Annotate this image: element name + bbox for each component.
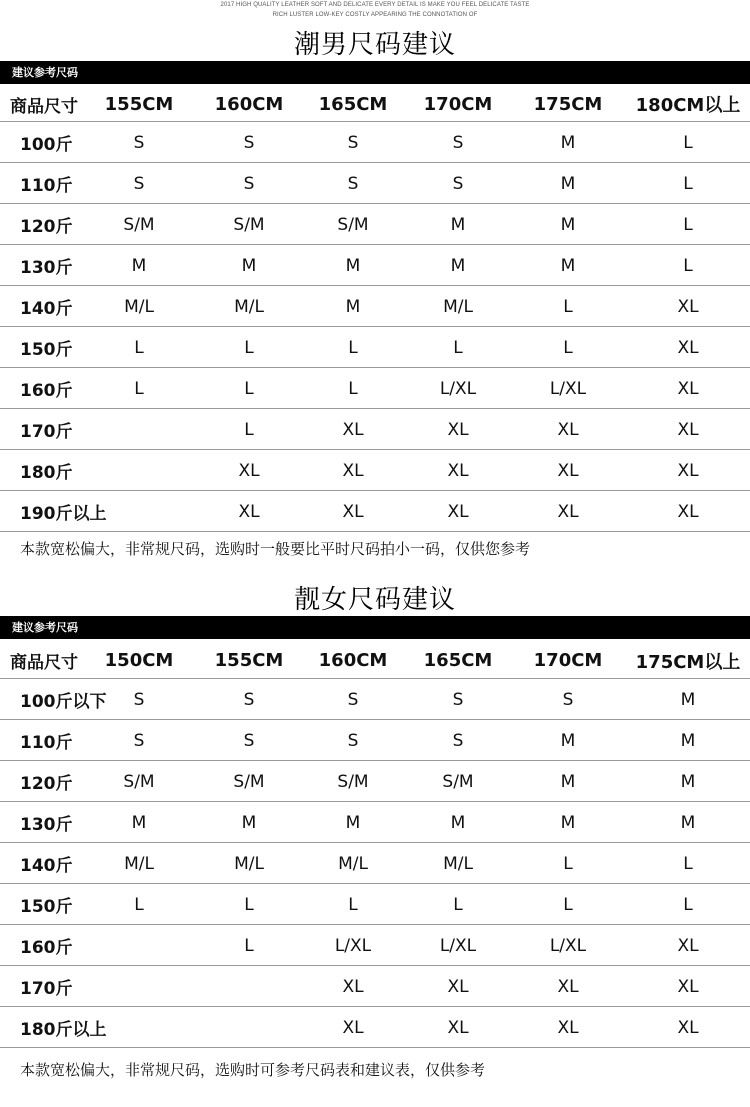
size-cell: XL [557, 1017, 579, 1038]
size-cell: M/L [443, 853, 473, 874]
column-header: 180CM以上 [635, 95, 741, 116]
size-cell: L [244, 337, 254, 358]
size-cell: XL [677, 1017, 699, 1038]
size-cell: S [452, 173, 464, 194]
size-cell [87, 491, 191, 532]
size-cell: L/XL [439, 935, 477, 956]
size-cell: L [453, 337, 463, 358]
size-cell: M/L [124, 296, 154, 317]
weight-label: 140斤 [20, 299, 73, 319]
table-row [0, 843, 750, 884]
size-cell: XL [677, 460, 699, 481]
size-cell: L [134, 894, 144, 915]
size-cell: M/L [338, 853, 368, 874]
column-header: 175CM [533, 93, 603, 115]
size-cell: L [683, 132, 693, 153]
size-cell: S [562, 689, 574, 710]
weight-label: 180斤以上 [20, 1020, 107, 1040]
weight-label: 130斤 [20, 258, 73, 278]
size-cell: M [131, 812, 147, 833]
men-title: 潮男尺码建议 [293, 30, 456, 60]
size-cell: M/L [124, 853, 154, 874]
size-cell: L [683, 255, 693, 276]
size-cell: M [450, 255, 466, 276]
size-cell: S/M [337, 214, 369, 235]
size-cell: M [560, 173, 576, 194]
size-cell: XL [677, 378, 699, 399]
size-cell: S [243, 689, 255, 710]
size-cell: M [560, 132, 576, 153]
weight-label: 140斤 [20, 856, 73, 876]
size-cell: M/L [234, 853, 264, 874]
size-cell: XL [677, 935, 699, 956]
size-cell: M [560, 255, 576, 276]
weight-label: 150斤 [20, 340, 73, 360]
table-header-row [0, 642, 750, 679]
table-row [0, 966, 750, 1007]
size-cell: XL [677, 337, 699, 358]
size-cell: L [348, 337, 358, 358]
weight-label: 120斤 [20, 774, 73, 794]
size-cell: XL [342, 1017, 364, 1038]
size-cell: M [241, 255, 257, 276]
table-row [0, 286, 750, 327]
size-cell: S [347, 689, 359, 710]
size-cell: S [133, 730, 145, 751]
size-cell: L [563, 337, 573, 358]
column-header: 165CM [318, 93, 388, 115]
size-cell: M [560, 771, 576, 792]
size-cell [87, 1007, 191, 1048]
size-cell [87, 966, 191, 1007]
header-label: 商品尺寸 [10, 96, 78, 117]
size-cell: L [683, 853, 693, 874]
size-cell: S [452, 689, 464, 710]
table-row [0, 368, 750, 409]
size-cell: S [243, 173, 255, 194]
column-header: 175CM以上 [635, 651, 741, 673]
size-cell: XL [447, 419, 469, 440]
size-cell: L [563, 853, 573, 874]
size-cell: S [347, 173, 359, 194]
size-cell: L [683, 214, 693, 235]
size-cell: S/M [123, 771, 155, 792]
size-cell [87, 409, 191, 450]
column-header: 155CM [104, 93, 174, 115]
women-title: 靓女尺码建议 [293, 585, 456, 615]
weight-label: 170斤 [20, 979, 73, 999]
size-cell: L [563, 296, 573, 317]
size-cell: L [134, 378, 144, 399]
size-cell: M [680, 730, 696, 751]
size-cell: S/M [233, 214, 265, 235]
size-cell: S/M [337, 771, 369, 792]
weight-label: 100斤以下 [20, 692, 107, 712]
table-row [0, 884, 750, 925]
size-cell: L/XL [439, 378, 477, 399]
women-bar: 建议参考尺码 [0, 616, 750, 639]
women-note: 本款宽松偏大，非常规尺码，选购时可参考尺码表和建议表，仅供参考 [20, 1061, 486, 1079]
table-header-row [0, 86, 750, 122]
size-cell: M [345, 296, 361, 317]
size-cell: L [453, 894, 463, 915]
size-cell: XL [677, 501, 699, 522]
table-row [0, 925, 750, 966]
size-cell: XL [447, 976, 469, 997]
size-cell: L [244, 935, 254, 956]
header-tagline-1: 2017 HIGH QUALITY LEATHER SOFT AND DELICATE EVERY DETAIL IS MAKE YOU FEEL DELICATE TASTE [220, 2, 530, 8]
size-cell: M [345, 812, 361, 833]
size-cell: XL [342, 501, 364, 522]
size-cell: S [347, 132, 359, 153]
column-header: 160CM [214, 93, 284, 115]
table-row [0, 720, 750, 761]
size-cell: L/XL [549, 378, 587, 399]
column-header: 160CM [318, 650, 388, 671]
table-row [0, 679, 750, 720]
size-cell: XL [342, 460, 364, 481]
size-cell: M [241, 812, 257, 833]
header-label: 商品尺寸 [10, 653, 78, 673]
size-cell: L [348, 894, 358, 915]
table-row [0, 204, 750, 245]
size-cell [87, 925, 191, 966]
size-cell: S [243, 730, 255, 751]
size-cell [87, 450, 191, 491]
size-cell: S [133, 173, 145, 194]
weight-label: 160斤 [20, 381, 73, 401]
weight-label: 190斤以上 [20, 504, 107, 524]
column-header: 150CM [104, 650, 174, 671]
table-row [0, 122, 750, 163]
size-cell: S [133, 689, 145, 710]
size-cell: M/L [443, 296, 473, 317]
men-bar: 建议参考尺码 [0, 61, 750, 84]
size-cell: L/XL [334, 935, 372, 956]
size-cell: XL [238, 460, 260, 481]
size-cell: L/XL [549, 935, 587, 956]
weight-label: 110斤 [20, 733, 73, 753]
size-cell: XL [342, 976, 364, 997]
size-cell: L [683, 173, 693, 194]
weight-label: 110斤 [20, 176, 73, 196]
size-cell: M/L [234, 296, 264, 317]
size-cell: M [131, 255, 147, 276]
table-row [0, 761, 750, 802]
weight-label: 120斤 [20, 217, 73, 237]
size-cell: L [244, 419, 254, 440]
size-cell: S [452, 730, 464, 751]
weight-label: 100斤 [20, 135, 73, 155]
size-cell: S/M [442, 771, 474, 792]
weight-label: 130斤 [20, 815, 73, 835]
size-cell: L [134, 337, 144, 358]
column-header: 170CM [533, 650, 603, 671]
size-cell: M [680, 812, 696, 833]
size-cell: L [244, 894, 254, 915]
size-cell: M [450, 214, 466, 235]
size-cell: M [450, 812, 466, 833]
size-cell: S/M [233, 771, 265, 792]
size-cell: XL [238, 501, 260, 522]
size-cell: XL [447, 1017, 469, 1038]
size-cell: XL [447, 501, 469, 522]
size-cell: S [133, 132, 145, 153]
table-row [0, 1007, 750, 1048]
size-cell: XL [342, 419, 364, 440]
size-cell: XL [557, 460, 579, 481]
size-cell: S [452, 132, 464, 153]
size-cell: XL [557, 501, 579, 522]
table-row [0, 163, 750, 204]
weight-label: 180斤 [20, 463, 73, 483]
column-header: 155CM [214, 650, 284, 671]
size-cell: L [563, 894, 573, 915]
weight-label: 150斤 [20, 897, 73, 917]
size-cell: XL [447, 460, 469, 481]
column-header: 165CM [423, 650, 493, 671]
table-row [0, 245, 750, 286]
column-header: 170CM [423, 93, 493, 115]
size-cell: M [560, 214, 576, 235]
size-cell: S [347, 730, 359, 751]
size-cell: XL [677, 296, 699, 317]
men-note: 本款宽松偏大，非常规尺码，选购时一般要比平时尺码拍小一码，仅供您参考 [20, 540, 531, 558]
table-row [0, 327, 750, 368]
size-cell: L [348, 378, 358, 399]
size-cell: L [683, 894, 693, 915]
header-tagline-2: RICH LUSTER LOW-KEY COSTLY APPEARING THE CONNOTATION OF [272, 12, 478, 18]
table-row [0, 450, 750, 491]
size-cell: M [345, 255, 361, 276]
size-cell: S [243, 132, 255, 153]
table-row [0, 491, 750, 532]
size-cell: M [560, 812, 576, 833]
table-row [0, 409, 750, 450]
size-cell: M [560, 730, 576, 751]
size-cell [197, 966, 301, 1007]
size-cell: S/M [123, 214, 155, 235]
table-row [0, 802, 750, 843]
size-cell: XL [677, 419, 699, 440]
size-cell: M [680, 771, 696, 792]
weight-label: 160斤 [20, 938, 73, 958]
size-cell: XL [677, 976, 699, 997]
size-cell: M [680, 689, 696, 710]
weight-label: 170斤 [20, 422, 73, 442]
size-cell: XL [557, 419, 579, 440]
size-cell: XL [557, 976, 579, 997]
size-cell: L [244, 378, 254, 399]
size-cell [197, 1007, 301, 1048]
